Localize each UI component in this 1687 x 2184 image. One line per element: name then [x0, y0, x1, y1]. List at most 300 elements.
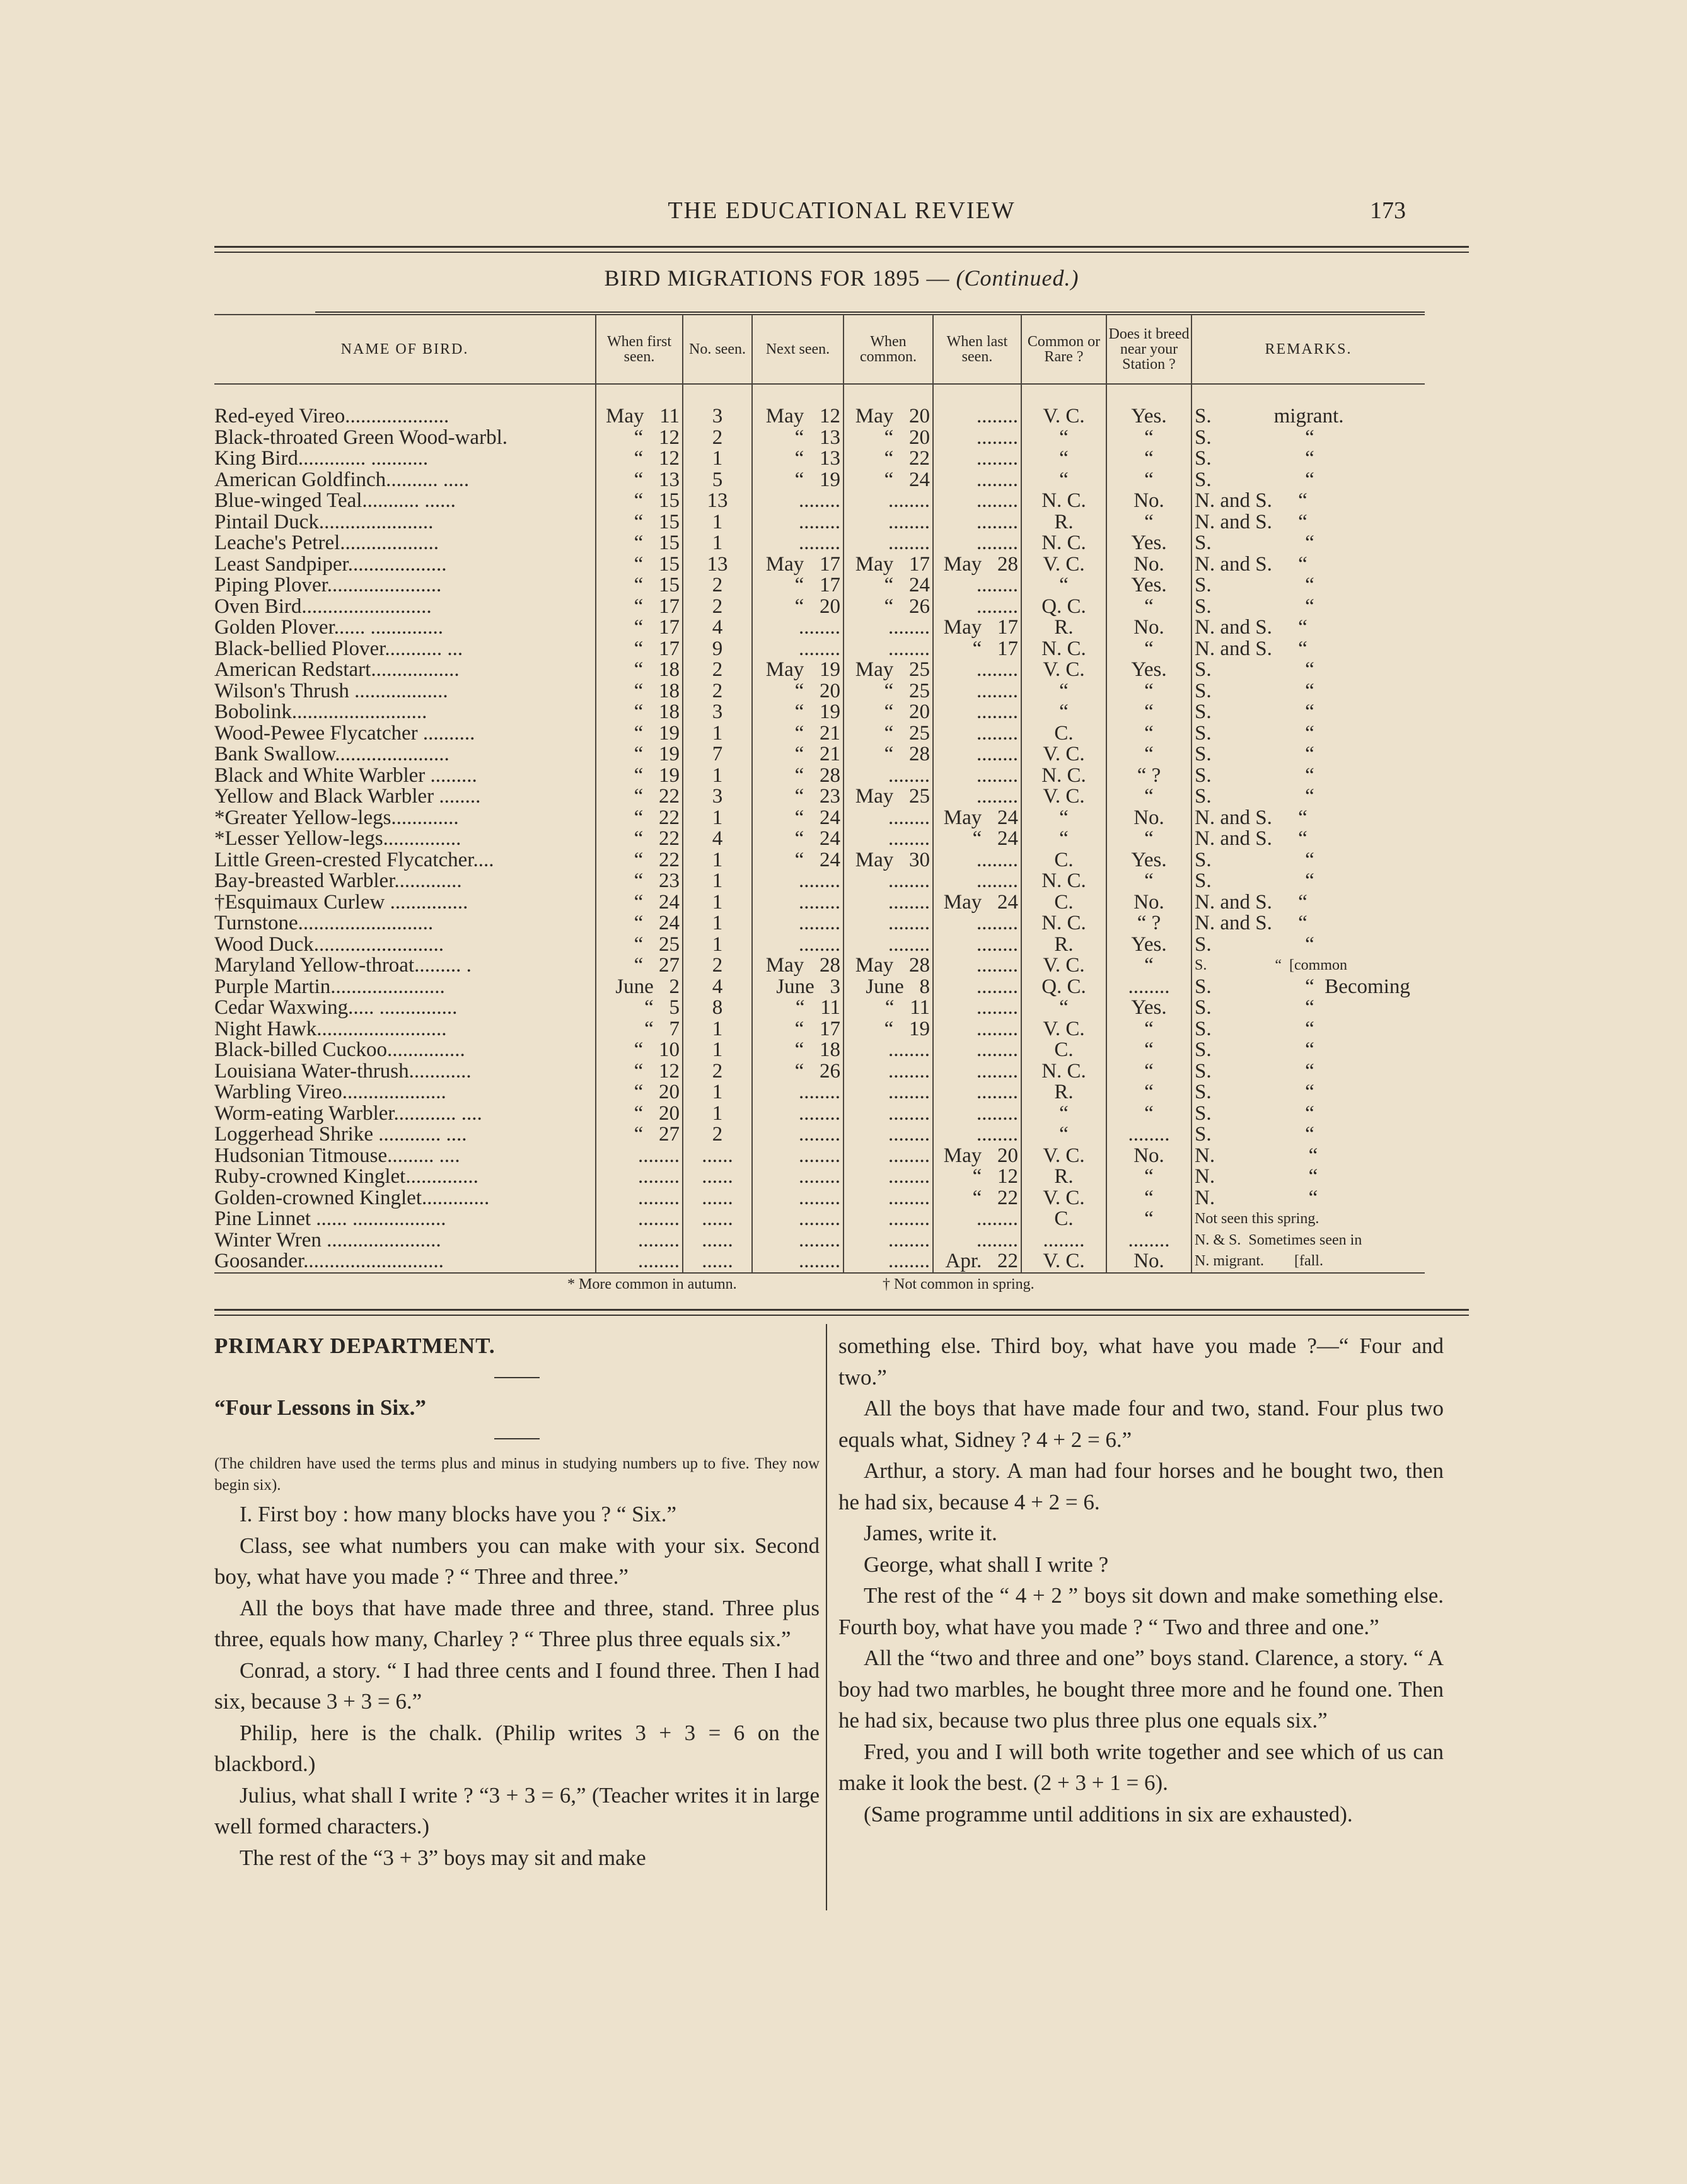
table-cell: Yes. — [1106, 533, 1191, 554]
table-row — [214, 723, 1425, 745]
bird-name-cell: Turnstone.......................... — [214, 913, 434, 934]
table-cell: 2 — [683, 955, 752, 977]
table-cell: “ 25 — [843, 681, 933, 702]
bird-name-cell: Bay-breasted Warbler............. — [214, 871, 462, 892]
paragraph: The rest of the “ 4 + 2 ” boys sit down and make something else. Fourth boy, what have you made ? “ Two and three and one.” — [838, 1583, 1444, 1639]
table-cell: ........ — [843, 913, 933, 934]
column-header: Common or Rare ? — [1021, 315, 1106, 384]
table-row — [214, 659, 1425, 681]
table-cell: May 20 — [843, 406, 933, 427]
table-cell: 13 — [683, 554, 752, 576]
table-cell: ...... — [683, 1166, 752, 1188]
table-cell: S. “ — [1191, 744, 1425, 765]
bird-name-cell: Blue-winged Teal........... ...... — [214, 491, 456, 512]
table-row — [214, 1019, 1425, 1040]
table-cell: N. C. — [1021, 913, 1106, 934]
table-row — [214, 1061, 1425, 1083]
table-cell: ........ — [1106, 1230, 1191, 1252]
table-cell: 2 — [683, 681, 752, 702]
bird-name-cell: Red-eyed Vireo.................... — [214, 406, 449, 427]
table-cell: 4 — [683, 828, 752, 850]
table-cell: “ — [1021, 808, 1106, 829]
table-cell: N. migrant. [fall. — [1191, 1251, 1425, 1273]
table-cell: 1 — [683, 533, 752, 554]
table-cell: “ 15 — [596, 554, 683, 576]
table-cell: “ — [1021, 828, 1106, 850]
right-paragraphs — [838, 1393, 1444, 1830]
table-cell: “ 12 — [596, 448, 683, 470]
table-cell: ........ — [933, 723, 1021, 745]
table-cell: ........ — [933, 871, 1021, 892]
table-cell: N. and S. “ — [1191, 913, 1425, 934]
table-cell: ........ — [933, 533, 1021, 554]
bird-name-cell: *Greater Yellow-legs............. — [214, 807, 459, 828]
bird-name-cell: Wood-Pewee Flycatcher .......... — [214, 723, 475, 744]
table-cell: “ — [1106, 1082, 1191, 1103]
table-cell: Yes. — [1106, 659, 1191, 681]
table-cell: ........ — [752, 934, 843, 956]
lesson-title: “Four Lessons in Six.” — [214, 1395, 426, 1420]
table-cell: N. “ — [1191, 1188, 1425, 1209]
table-cell: “ — [1106, 1040, 1191, 1061]
table-cell: ........ — [596, 1146, 683, 1167]
table-row — [214, 491, 1425, 512]
table-cell: May 25 — [843, 659, 933, 681]
table-cell: V. C. — [1021, 1146, 1106, 1167]
bird-name-cell: Golden-crowned Kinglet............. — [214, 1187, 490, 1209]
table-cell: ........ — [933, 1082, 1021, 1103]
table-cell: S. “ — [1191, 850, 1425, 871]
section-rule-top — [214, 1309, 1469, 1311]
table-cell: ........ — [596, 1230, 683, 1252]
section-title: PRIMARY DEPARTMENT. — [214, 1333, 496, 1358]
table-cell: S. “ — [1191, 659, 1425, 681]
table-cell: “ 19 — [596, 723, 683, 745]
table-cell: ........ — [596, 1166, 683, 1188]
column-header: NAME OF BIRD. — [214, 315, 596, 384]
table-cell: “ 19 — [752, 702, 843, 723]
bird-name-cell: Winter Wren ...................... — [214, 1229, 441, 1251]
table-cell: “ 17 — [933, 639, 1021, 660]
table-cell: N. C. — [1021, 491, 1106, 512]
table-title — [214, 265, 1469, 291]
bird-name-cell: Black-throated Green Wood-warbl. — [214, 427, 507, 448]
table-cell: C. — [1021, 723, 1106, 745]
table-cell: 3 — [683, 786, 752, 808]
bird-name-cell: Purple Martin...................... — [214, 976, 445, 997]
table-cell: “ 15 — [596, 533, 683, 554]
footnote-spring: † Not common in spring. — [883, 1276, 1035, 1292]
table-cell: 1 — [683, 871, 752, 892]
column-header: No. seen. — [683, 315, 752, 384]
paragraph: Arthur, a story. A man had four horses and he bought two, then he had six, because 4 + 2 = 6. — [838, 1458, 1444, 1514]
table-cell: “ 13 — [752, 448, 843, 470]
table-cell: ........ — [843, 828, 933, 850]
table-cell: 1 — [683, 892, 752, 914]
table-row — [214, 448, 1425, 470]
table-cell: Not seen this spring. — [1191, 1209, 1425, 1230]
table-cell: ........ — [933, 955, 1021, 977]
table-cell: 2 — [683, 659, 752, 681]
table-cell: “ — [1021, 575, 1106, 596]
table-cell: “ 10 — [596, 1040, 683, 1061]
paragraph: James, write it. — [864, 1521, 997, 1545]
paragraph: I. First boy : how many blocks have you ? “ Six.” — [240, 1502, 677, 1526]
paragraph: Fred, you and I will both write together and see which of us can make it look the best. (2 + 3 + 1 = 6). — [838, 1739, 1444, 1795]
table-cell: S. “ — [1191, 934, 1425, 956]
table-cell: ........ — [933, 765, 1021, 787]
table-cell: S. “ — [1191, 448, 1425, 470]
table-cell: S. “ [common — [1191, 955, 1425, 977]
table-cell: ........ — [933, 1061, 1021, 1083]
table-cell: May 17 — [843, 554, 933, 576]
table-cell: “ 18 — [596, 659, 683, 681]
table-cell: “ 24 — [596, 913, 683, 934]
table-cell: ........ — [843, 1230, 933, 1252]
table-cell: No. — [1106, 554, 1191, 576]
table-cell: “ — [1021, 448, 1106, 470]
table-cell: S. “ — [1191, 997, 1425, 1019]
column-header: REMARKS. — [1191, 315, 1425, 384]
table-cell: ........ — [752, 871, 843, 892]
table-row — [214, 1166, 1425, 1188]
table-cell: S. migrant. — [1191, 406, 1425, 427]
paragraph: All the boys that have made four and two, stand. Four plus two equals what, Sidney ? 4 + 2 = 6.” — [838, 1396, 1444, 1452]
table-row — [214, 1103, 1425, 1125]
table-cell: ........ — [752, 1209, 843, 1230]
table-cell: R. — [1021, 617, 1106, 639]
table-cell: May 12 — [752, 406, 843, 427]
table-cell: ........ — [933, 1103, 1021, 1125]
table-cell: “ 22 — [596, 850, 683, 871]
column-header: Does it breed near your Station ? — [1106, 315, 1191, 384]
table-cell: “ 7 — [596, 1019, 683, 1040]
table-cell: ........ — [596, 1188, 683, 1209]
paragraph: Philip, here is the chalk. (Philip writes 3 + 3 = 6 on the blackbord.) — [214, 1720, 820, 1776]
table-cell: S. “ — [1191, 786, 1425, 808]
table-cell: ........ — [933, 786, 1021, 808]
table-header-row — [214, 315, 1425, 384]
table-row — [214, 1188, 1425, 1209]
table-cell: “ 13 — [752, 427, 843, 449]
table-cell: C. — [1021, 850, 1106, 871]
bird-name-cell: American Goldfinch.......... ..... — [214, 469, 470, 491]
table-cell: 1 — [683, 448, 752, 470]
table-cell: Yes. — [1106, 406, 1191, 427]
table-cell: ........ — [933, 744, 1021, 765]
table-cell: ........ — [752, 1230, 843, 1252]
table-cell: S. “ — [1191, 1061, 1425, 1083]
table-cell: ........ — [752, 1146, 843, 1167]
table-cell: “ 24 — [752, 850, 843, 871]
table-cell: N. C. — [1021, 1061, 1106, 1083]
table-cell: 1 — [683, 1019, 752, 1040]
table-cell: ........ — [752, 533, 843, 554]
table-cell: ........ — [933, 427, 1021, 449]
table-cell: “ 22 — [933, 1188, 1021, 1209]
table-cell: S. “ — [1191, 681, 1425, 702]
table-cell: May 17 — [933, 617, 1021, 639]
table-cell: 1 — [683, 913, 752, 934]
table-row — [214, 639, 1425, 660]
table-cell: 13 — [683, 491, 752, 512]
table-cell: No. — [1106, 892, 1191, 914]
table-cell: C. — [1021, 1209, 1106, 1230]
table-cell: ........ — [933, 977, 1021, 998]
table-cell: N. & S. Sometimes seen in — [1191, 1230, 1425, 1252]
table-cell: “ 11 — [752, 997, 843, 1019]
table-cell: ........ — [843, 871, 933, 892]
table-row — [214, 554, 1425, 576]
header-rule-top — [214, 246, 1469, 248]
table-cell: “ 22 — [596, 786, 683, 808]
table-cell: “ 18 — [596, 702, 683, 723]
table-cell: ........ — [933, 1124, 1021, 1146]
table-row — [214, 828, 1425, 850]
bird-name-cell: *Lesser Yellow-legs............... — [214, 828, 461, 850]
table-spacer-row — [214, 384, 1425, 406]
table-cell: ...... — [683, 1230, 752, 1252]
table-cell: “ 18 — [752, 1040, 843, 1061]
table-cell: “ 13 — [596, 470, 683, 491]
table-cell: “ — [1106, 744, 1191, 765]
table-row — [214, 681, 1425, 702]
table-cell: “ 20 — [752, 681, 843, 702]
table-cell: ........ — [752, 892, 843, 914]
table-cell: “ — [1106, 427, 1191, 449]
table-cell: 1 — [683, 1040, 752, 1061]
bird-name-cell: Oven Bird......................... — [214, 596, 432, 617]
table-cell: “ — [1021, 1124, 1106, 1146]
table-cell: N. and S. “ — [1191, 512, 1425, 533]
table-cell: “ 17 — [752, 1019, 843, 1040]
table-cell: “ — [1106, 470, 1191, 491]
table-cell: Yes. — [1106, 997, 1191, 1019]
bird-name-cell: Wood Duck......................... — [214, 934, 444, 955]
bird-name-cell: Yellow and Black Warbler ........ — [214, 786, 481, 808]
table-cell: May 24 — [933, 808, 1021, 829]
table-cell: “ 12 — [596, 427, 683, 449]
table-cell: N. and S. “ — [1191, 491, 1425, 512]
column-divider — [826, 1324, 827, 1910]
table-cell: ........ — [596, 1251, 683, 1273]
table-cell: “ — [1106, 1188, 1191, 1209]
table-cell: ........ — [752, 913, 843, 934]
table-top-rule — [315, 311, 1425, 313]
table-cell: 4 — [683, 617, 752, 639]
table-cell: “ 26 — [843, 596, 933, 618]
table-cell: S. “ — [1191, 427, 1425, 449]
left-paragraphs — [214, 1499, 820, 1873]
table-cell: “ — [1106, 596, 1191, 618]
table-cell: ........ — [752, 1103, 843, 1125]
table-cell: ........ — [752, 1166, 843, 1188]
table-cell: “ — [1106, 1166, 1191, 1188]
table-cell: ........ — [933, 491, 1021, 512]
table-cell: No. — [1106, 1251, 1191, 1273]
bird-name-cell: Wilson's Thrush .................. — [214, 680, 448, 702]
table-cell: “ 24 — [752, 808, 843, 829]
table-cell: ........ — [1106, 1124, 1191, 1146]
table-row — [214, 955, 1425, 977]
table-cell: “ 21 — [752, 723, 843, 745]
table-cell: “ 24 — [843, 575, 933, 596]
table-cell: ........ — [933, 1230, 1021, 1252]
table-row — [214, 850, 1425, 871]
table-cell: ........ — [933, 1019, 1021, 1040]
paragraph: All the boys that have made three and three, stand. Three plus three, equals how many, Charley ? “ Three plus three equals six.” — [214, 1595, 820, 1651]
table-cell: Yes. — [1106, 850, 1191, 871]
table-cell: ........ — [843, 1124, 933, 1146]
primary-left-column — [214, 1330, 820, 1873]
table-cell: 9 — [683, 639, 752, 660]
table-cell: S. “ — [1191, 1040, 1425, 1061]
column-header: When first seen. — [596, 315, 683, 384]
table-row — [214, 977, 1425, 998]
table-cell: 3 — [683, 702, 752, 723]
table-cell: “ — [1106, 723, 1191, 745]
table-cell: ........ — [843, 617, 933, 639]
table-cell: “ 19 — [596, 765, 683, 787]
table-cell: N. and S. “ — [1191, 828, 1425, 850]
table-cell: V. C. — [1021, 786, 1106, 808]
table-cell: 8 — [683, 997, 752, 1019]
table-cell: ........ — [843, 1103, 933, 1125]
journal-title: THE EDUCATIONAL REVIEW — [668, 197, 1016, 224]
table-cell: ........ — [933, 1209, 1021, 1230]
table-cell: “ 20 — [752, 596, 843, 618]
bird-name-cell: Hudsonian Titmouse......... .... — [214, 1145, 460, 1166]
table-cell: No. — [1106, 1146, 1191, 1167]
table-cell: “ — [1106, 1103, 1191, 1125]
table-cell: “ — [1106, 448, 1191, 470]
table-row — [214, 427, 1425, 449]
table-cell: “ 23 — [596, 871, 683, 892]
table-cell: S. “ — [1191, 596, 1425, 618]
table-cell: 1 — [683, 850, 752, 871]
table-row — [214, 1230, 1425, 1252]
table-cell: “ 11 — [843, 997, 933, 1019]
table-cell: ........ — [933, 1040, 1021, 1061]
table-row — [214, 808, 1425, 829]
bird-name-cell: Maryland Yellow-throat......... . — [214, 955, 472, 977]
table-cell: “ — [1106, 871, 1191, 892]
table-cell: R. — [1021, 512, 1106, 533]
table-cell: ........ — [752, 1251, 843, 1273]
table-cell: ........ — [933, 681, 1021, 702]
table-cell: 2 — [683, 575, 752, 596]
table-cell: N. and S. “ — [1191, 892, 1425, 914]
table-cell: ........ — [752, 639, 843, 660]
footnote-autumn: * More common in autumn. — [567, 1276, 737, 1292]
table-cell: S. “ — [1191, 1019, 1425, 1040]
table-cell: May 20 — [933, 1146, 1021, 1167]
table-cell: 3 — [683, 406, 752, 427]
table-cell: “ 28 — [752, 765, 843, 787]
table-cell: R. — [1021, 934, 1106, 956]
table-cell: “ 20 — [596, 1082, 683, 1103]
table-cell: “ 25 — [596, 934, 683, 956]
paragraph: Class, see what numbers you can make with your six. Second boy, what have you made ? “ Three and three.” — [214, 1533, 820, 1589]
paragraph: George, what shall I write ? — [864, 1552, 1109, 1577]
table-body — [214, 384, 1425, 1273]
table-cell: S. “ — [1191, 1124, 1425, 1146]
table-cell: S. “ — [1191, 723, 1425, 745]
table-cell: “ 12 — [596, 1061, 683, 1083]
table-row — [214, 1124, 1425, 1146]
table-cell: ...... — [683, 1188, 752, 1209]
table-cell: “ 28 — [843, 744, 933, 765]
bird-name-cell: Black-billed Cuckoo............... — [214, 1040, 465, 1061]
table-cell: N. and S. “ — [1191, 554, 1425, 576]
table-cell: ........ — [843, 1188, 933, 1209]
table-cell: “ 24 — [933, 828, 1021, 850]
table-cell: ...... — [683, 1146, 752, 1167]
table-cell: ........ — [843, 1061, 933, 1083]
column-header: When common. — [843, 315, 933, 384]
table-cell: June 2 — [596, 977, 683, 998]
table-cell: ........ — [843, 934, 933, 956]
bird-name-cell: Worm-eating Warbler............ .... — [214, 1103, 482, 1124]
table-cell: ........ — [933, 997, 1021, 1019]
table-cell: ........ — [843, 1146, 933, 1167]
table-cell: June 3 — [752, 977, 843, 998]
table-cell: 1 — [683, 934, 752, 956]
table-cell: “ 20 — [596, 1103, 683, 1125]
bird-name-cell: Goosander........................... — [214, 1251, 596, 1273]
table-row — [214, 575, 1425, 596]
table-cell: June 8 — [843, 977, 933, 998]
table-row — [214, 617, 1425, 639]
table-cell: ........ — [933, 913, 1021, 934]
bird-name-cell: Golden Plover...... .............. — [214, 617, 443, 639]
table-cell: S. “ — [1191, 871, 1425, 892]
table-cell: “ — [1106, 786, 1191, 808]
table-cell: 1 — [683, 512, 752, 533]
table-cell: “ 26 — [752, 1061, 843, 1083]
table-cell: ........ — [752, 1082, 843, 1103]
table-cell: “ — [1021, 702, 1106, 723]
table-cell: ........ — [933, 512, 1021, 533]
table-cell: ........ — [843, 512, 933, 533]
table-cell: C. — [1021, 892, 1106, 914]
table-row — [214, 765, 1425, 787]
page-number: 173 — [1370, 197, 1406, 224]
table-cell: ........ — [843, 1082, 933, 1103]
table-cell: May 30 — [843, 850, 933, 871]
table-cell: “ 20 — [843, 427, 933, 449]
paragraph: All the “two and three and one” boys stand. Clarence, a story. “ A boy had two marbles, he bought three more and he found one. Then he had six, because two plus three plus one equals six.” — [838, 1646, 1444, 1733]
table-cell: “ 19 — [752, 470, 843, 491]
table-cell: 2 — [683, 1124, 752, 1146]
table-cell: S. “ — [1191, 1082, 1425, 1103]
table-cell: S. “ — [1191, 1103, 1425, 1125]
lesson-divider — [494, 1438, 540, 1439]
table-cell: 7 — [683, 744, 752, 765]
bird-name-cell: Bobolink.......................... — [214, 702, 427, 723]
table-cell: ........ — [752, 491, 843, 512]
table-cell: May 19 — [752, 659, 843, 681]
table-cell: C. — [1021, 1040, 1106, 1061]
bird-name-cell: Black and White Warbler ......... — [214, 765, 477, 786]
table-row — [214, 702, 1425, 723]
table-cell: V. C. — [1021, 659, 1106, 681]
table-cell: “ 24 — [843, 470, 933, 491]
bird-name-cell: Bank Swallow...................... — [214, 744, 449, 765]
table-cell: ........ — [933, 575, 1021, 596]
table-cell: V. C. — [1021, 554, 1106, 576]
table-cell: ........ — [843, 1166, 933, 1188]
